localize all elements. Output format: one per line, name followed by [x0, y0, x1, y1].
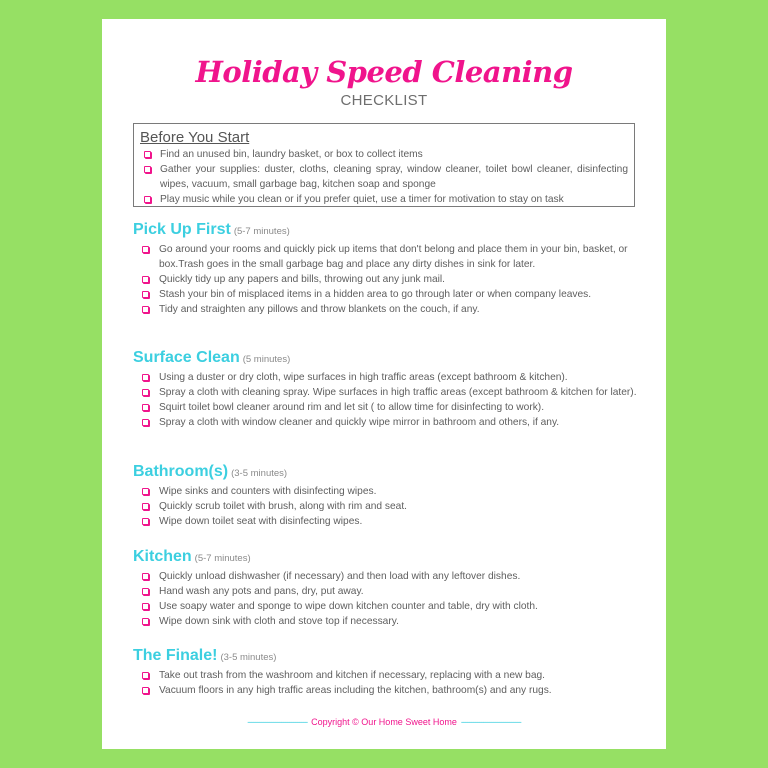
footer	[102, 716, 666, 728]
checklist-item: Take out trash from the washroom and kitchen if necessary, replacing with a new bag.	[133, 668, 643, 683]
checklist-item: Stash your bin of misplaced items in a hidden area to go through later or when company leaves.	[133, 287, 643, 302]
checklist-item: Gather your supplies: duster, cloths, cleaning spray, window cleaner, toilet bowl cleaner, disinfecting wipes, vacuum, small garbage bag, kitchen soap and sponge	[140, 162, 628, 192]
page-subtitle: CHECKLIST	[340, 92, 428, 109]
checkbox-icon[interactable]	[142, 588, 149, 595]
checklist-item: Quickly tidy up any papers and bills, throwing out any junk mail.	[133, 272, 643, 287]
divider-right: ------------------------------	[460, 717, 521, 727]
checkbox-icon[interactable]	[144, 151, 151, 158]
checkbox-icon[interactable]	[142, 603, 149, 610]
checkbox-icon[interactable]	[142, 672, 149, 679]
checklist-item: Tidy and straighten any pillows and throw blankets on the couch, if any.	[133, 302, 643, 317]
section-time: (5-7 minutes)	[233, 226, 290, 237]
section-pick-up-first	[133, 220, 643, 317]
checkbox-icon[interactable]	[142, 389, 149, 396]
checklist-item: Use soapy water and sponge to wipe down kitchen counter and table, dry with cloth.	[133, 599, 643, 614]
section-title: Pick Up First	[133, 221, 231, 238]
before-you-start-box	[133, 123, 635, 207]
section-kitchen	[133, 547, 643, 629]
checklist-item: Spray a cloth with cleaning spray. Wipe surfaces in high traffic areas (except bathroom & kitchen for later).	[133, 385, 643, 400]
checklist-item: Vacuum floors in any high traffic areas including the kitchen, bathroom(s) and any rugs.	[133, 683, 643, 698]
checklist-item: Quickly unload dishwasher (if necessary) and then load with any leftover dishes.	[133, 569, 643, 584]
checkbox-icon[interactable]	[142, 306, 149, 313]
checkbox-icon[interactable]	[142, 276, 149, 283]
checklist-item: Find an unused bin, laundry basket, or box to collect items	[140, 147, 628, 162]
section-time: (5 minutes)	[242, 354, 291, 365]
checklist-item: Play music while you clean or if you prefer quiet, use a timer for motivation to stay on task	[140, 192, 628, 207]
page-title: Holiday Speed Cleaning	[195, 55, 573, 89]
checkbox-icon[interactable]	[142, 419, 149, 426]
checkbox-icon[interactable]	[142, 246, 149, 253]
checkbox-icon[interactable]	[142, 374, 149, 381]
checkbox-icon[interactable]	[142, 488, 149, 495]
checkbox-icon[interactable]	[142, 518, 149, 525]
section-title: Surface Clean	[133, 349, 240, 366]
divider-left: ------------------------------	[247, 717, 308, 727]
checklist-item: Wipe sinks and counters with disinfecting wipes.	[133, 484, 643, 499]
checklist-item: Squirt toilet bowl cleaner around rim and let sit ( to allow time for disinfecting to work).	[133, 400, 643, 415]
section-time: (3-5 minutes)	[231, 468, 288, 479]
checkbox-icon[interactable]	[142, 291, 149, 298]
checklist-item: Wipe down sink with cloth and stove top if necessary.	[133, 614, 643, 629]
checkbox-icon[interactable]	[142, 618, 149, 625]
checklist-page	[102, 19, 666, 749]
checkbox-icon[interactable]	[142, 687, 149, 694]
before-you-start-title: Before You Start	[140, 129, 250, 146]
checklist-item: Wipe down toilet seat with disinfecting wipes.	[133, 514, 643, 529]
checkbox-icon[interactable]	[144, 166, 151, 173]
copyright-text: Copyright © Our Home Sweet Home	[311, 717, 457, 727]
section-surface-clean	[133, 348, 643, 430]
checkbox-icon[interactable]	[144, 196, 151, 203]
before-you-start-list	[140, 147, 628, 207]
checklist-item: Quickly scrub toilet with brush, along with rim and seat.	[133, 499, 643, 514]
checklist-item: Spray a cloth with window cleaner and quickly wipe mirror in bathroom and others, if any.	[133, 415, 643, 430]
section-the-finale	[133, 646, 643, 698]
checklist-item: Using a duster or dry cloth, wipe surfaces in high traffic areas (except bathroom & kitchen).	[133, 370, 643, 385]
checklist-item: Hand wash any pots and pans, dry, put away.	[133, 584, 643, 599]
checkbox-icon[interactable]	[142, 503, 149, 510]
section-title: Kitchen	[133, 548, 192, 565]
checklist-item: Go around your rooms and quickly pick up items that don't belong and place them in your bin, basket, or box.Trash goes in the small garbage bag and place any dirty dishes in sink for later.	[133, 242, 643, 272]
checkbox-icon[interactable]	[142, 404, 149, 411]
section-title: The Finale!	[133, 647, 218, 664]
section-bathrooms	[133, 462, 643, 529]
checkbox-icon[interactable]	[142, 573, 149, 580]
section-title: Bathroom(s)	[133, 463, 229, 480]
section-time: (5-7 minutes)	[194, 553, 251, 564]
section-time: (3-5 minutes)	[220, 652, 277, 663]
